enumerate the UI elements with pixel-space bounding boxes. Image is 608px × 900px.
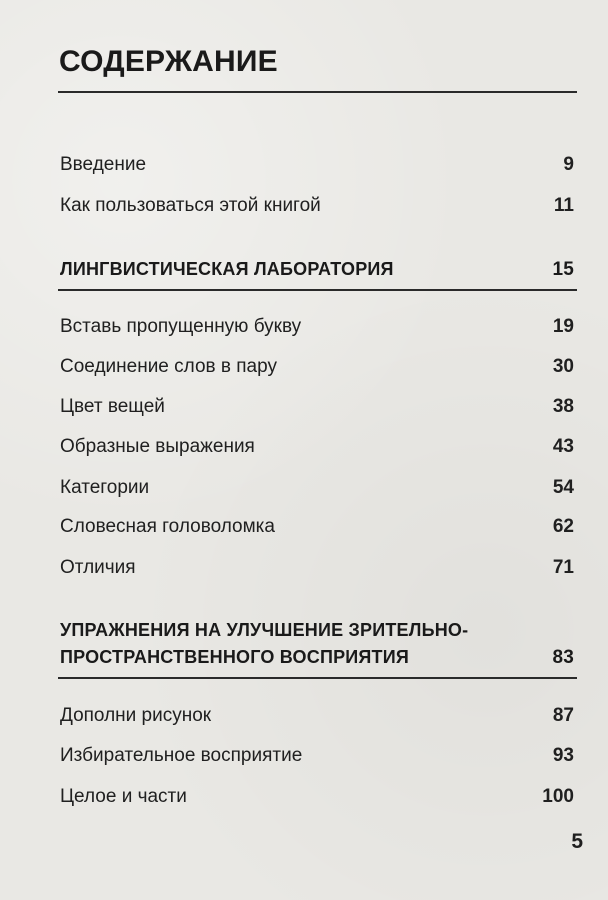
page-title: СОДЕРЖАНИЕ [59, 45, 278, 78]
toc-entry-page: 71 [552, 557, 574, 578]
toc-section-page: 15 [552, 259, 574, 280]
toc-entry-page: 54 [552, 477, 574, 498]
section-divider [58, 677, 577, 679]
toc-entry-label: Отличия [60, 557, 136, 578]
toc-entry [60, 556, 574, 580]
toc-entry-page: 62 [552, 516, 574, 537]
toc-entry-page: 43 [552, 436, 574, 457]
toc-entry [60, 785, 574, 809]
toc-entry-page: 38 [552, 396, 574, 417]
title-divider [58, 91, 577, 93]
page-number: 5 [571, 830, 583, 853]
toc-section-heading [60, 617, 574, 671]
toc-entry-label: Вставь пропущенную букву [60, 316, 302, 337]
toc-entry-page: 11 [553, 195, 574, 216]
toc-entry [60, 194, 574, 218]
toc-entry [60, 744, 574, 768]
toc-entry [60, 395, 574, 419]
toc-entry-label: Дополни рисунок [60, 705, 212, 726]
toc-entry-page: 9 [563, 154, 574, 175]
toc-section-heading [60, 256, 574, 283]
toc-entry [60, 315, 574, 339]
toc-entry-label: Избирательное восприятие [60, 745, 303, 766]
toc-entry [60, 704, 574, 728]
toc-entry-page: 100 [542, 786, 574, 807]
toc-section-title: ЛИНГВИСТИЧЕСКАЯ ЛАБОРАТОРИЯ [60, 259, 394, 279]
toc-entry-page: 30 [552, 356, 574, 377]
toc-entry-label: Словесная головоломка [60, 516, 275, 537]
toc-entry-label: Категории [60, 477, 150, 498]
toc-entry [60, 476, 574, 500]
toc-entry [60, 435, 574, 459]
toc-entry-label: Целое и части [60, 786, 187, 807]
toc-entry-label: Цвет вещей [60, 396, 165, 417]
toc-entry-page: 19 [552, 316, 574, 337]
toc-entry-page: 87 [552, 705, 574, 726]
section-divider [58, 289, 577, 291]
toc-entry-label: Как пользоваться этой книгой [60, 195, 321, 216]
toc-entry-label: Образные выражения [60, 436, 255, 457]
toc-section-title-line-2: ПРОСТРАНСТВЕННОГО ВОСПРИЯТИЯ [60, 647, 410, 667]
toc-entry-label: Соединение слов в пару [60, 356, 277, 377]
toc-entry [60, 153, 574, 177]
toc-section-title-line-1: УПРАЖНЕНИЯ НА УЛУЧШЕНИЕ ЗРИТЕЛЬНО- [60, 620, 469, 640]
toc-entry-label: Введение [60, 154, 147, 175]
toc-entry-page: 93 [552, 745, 574, 766]
toc-entry [60, 515, 574, 539]
toc-section-page: 83 [552, 647, 574, 668]
toc-entry [60, 355, 574, 379]
